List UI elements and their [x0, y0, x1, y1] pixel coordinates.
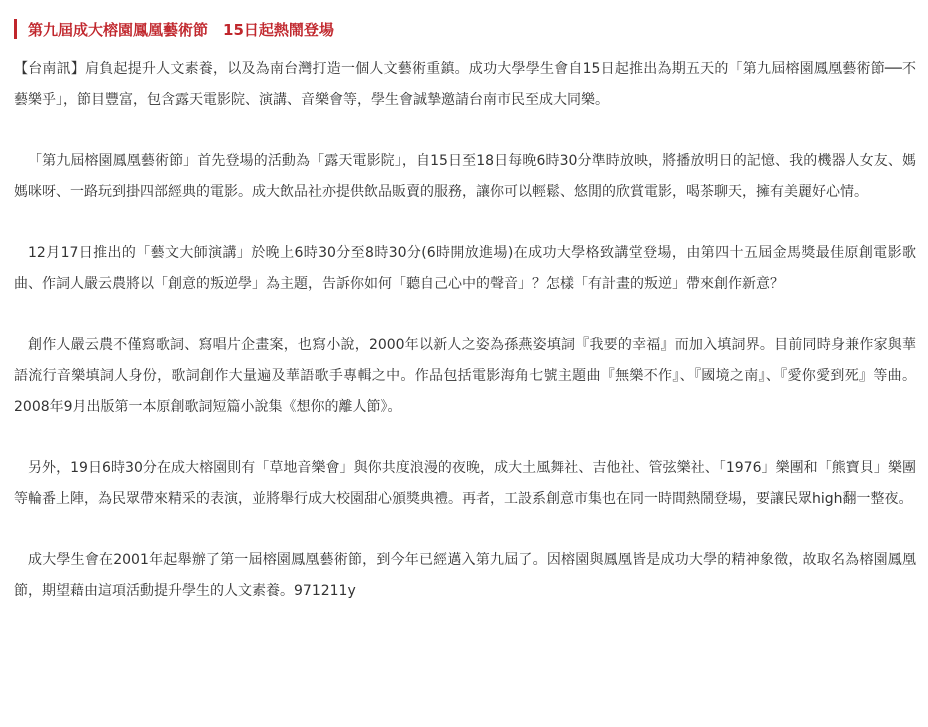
paragraph-history: 成大學生會在2001年起舉辦了第一屆榕園鳳凰藝術節，到今年已經邁入第九屆了。因榕園與鳳凰皆是成功大學的精神象徵，故取名為榕園鳳凰節，期望藉由這項活動提升學生的人文素養。971211y [14, 552, 916, 599]
headline [14, 12, 916, 46]
news-article [14, 12, 916, 637]
headline-title: 第九屆成大榕園鳳凰藝術節 15日起熱鬧登場 [28, 20, 334, 39]
paragraph-outdoor-cinema: 「第九屆榕園鳳凰藝術節」首先登場的活動為「露天電影院」，自15日至18日每晚6時30分準時放映，將播放明日的記憶、我的機器人女友、媽媽咪呀、一路玩到掛四部經典的電影。成大飲品社亦提供飲品販賣的服務，讓你可以輕鬆、悠閒的欣賞電影，喝茶聊天，擁有美麗好心情。 [14, 153, 916, 200]
headline-accent-bar [14, 19, 17, 39]
paragraph-intro: 【台南訊】肩負起提升人文素養，以及為南台灣打造一個人文藝術重鎮。成功大學學生會自15日起推出為期五天的「第九屆榕園鳳凰藝術節──不藝樂乎」，節目豐富，包含露天電影院、演講、音樂會等，學生會誠摯邀請台南市民至成大同樂。 [14, 61, 916, 108]
paragraph-lecture: 12月17日推出的「藝文大師演講」於晚上6時30分至8時30分(6時開放進場)在成功大學格致講堂登場，由第四十五屆金馬獎最佳原創電影歌曲、作詞人嚴云農將以「創意的叛逆學」為主題，告訴你如何「聽自己心中的聲音」？怎樣「有計畫的叛逆」帶來創作新意？ [14, 245, 916, 292]
paragraph-concert: 另外，19日6時30分在成大榕園則有「草地音樂會」與你共度浪漫的夜晚，成大土風舞社、吉他社、管弦樂社、「1976」樂團和「熊寶貝」樂團等輪番上陣，為民眾帶來精采的表演，並將舉行成大校園甜心頒獎典禮。再者，工設系創意市集也在同一時間熱鬧登場，要讓民眾high翻一整夜。 [14, 460, 916, 507]
article-body [14, 54, 916, 607]
paragraph-speaker-bio: 創作人嚴云農不僅寫歌詞、寫唱片企畫案，也寫小說，2000年以新人之姿為孫燕姿填詞『我要的幸福』而加入填詞界。目前同時身兼作家與華語流行音樂填詞人身份，歌詞創作大量遍及華語歌手專輯之中。作品包括電影海角七號主題曲『無樂不作』、『國境之南』、『愛你愛到死』等曲。2008年9月出版第一本原創歌詞短篇小說集《想你的離人節》。 [14, 337, 916, 415]
